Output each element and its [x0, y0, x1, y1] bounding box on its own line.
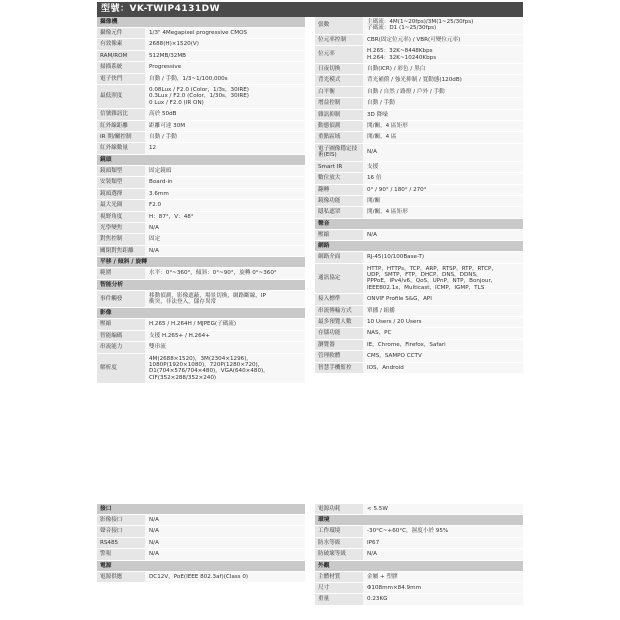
spec-value: [363, 144, 523, 161]
spec-row: [315, 207, 523, 218]
spec-label: 管理軟體: [315, 351, 363, 361]
spec-value: [145, 200, 305, 210]
spec-value-line: DC12V，PoE(IEEE 802.3af)(Class 0): [149, 573, 249, 580]
spec-value: [363, 35, 523, 45]
spec-value: [145, 189, 305, 199]
spec-label: 最低照度: [97, 85, 145, 108]
spec-label: 電子圖像穩定技術(EIS): [315, 144, 363, 161]
spec-value: [145, 39, 305, 49]
spec-value-line: 自動 / 手動: [367, 100, 395, 107]
spec-label: 有效像素: [97, 39, 145, 49]
spec-row: [315, 46, 523, 64]
spec-value-line: ONVIF Profile S&G，API: [367, 296, 432, 303]
spec-label: 存儲功能: [315, 328, 363, 338]
spec-label: 攝像元件: [97, 28, 145, 38]
spec-row: [97, 515, 305, 526]
spec-value: [145, 62, 305, 72]
spec-value: [145, 74, 305, 84]
spec-value-line: 0.23KG: [367, 596, 388, 603]
spec-label: 白平衡: [315, 87, 363, 97]
spec-value-line: 支援: [367, 163, 379, 170]
spec-label: 動態偵測: [315, 121, 363, 131]
spec-label: IR 開/關控制: [97, 132, 145, 142]
spec-label: 最多預覽人數: [315, 317, 363, 327]
spec-value-line: 開/關，4 區: [367, 134, 397, 141]
spec-row: [97, 189, 305, 200]
spec-label: 日夜切換: [315, 64, 363, 74]
spec-value: [363, 162, 523, 172]
spec-row: [315, 572, 523, 583]
spec-row: [315, 98, 523, 109]
spec-label: 信號雜訊比: [97, 109, 145, 119]
spec-value: [145, 177, 305, 187]
spec-value-line: D1(704×576/704×480)，VGA(640×480)，: [149, 368, 269, 375]
spec-row: [315, 317, 523, 328]
section-header: 電源: [97, 561, 305, 572]
spec-label: 光學變焦: [97, 223, 145, 233]
spec-label: 紅外線距離: [97, 121, 145, 131]
spec-row: [97, 177, 305, 188]
spec-value-line: 自動(ICR) / 彩色 / 黑白: [367, 66, 426, 73]
spec-row: [315, 162, 523, 173]
spec-value-line: H：87°，V：48°: [149, 213, 194, 220]
section-header: 智能分析: [97, 280, 305, 291]
spec-value: [145, 319, 305, 329]
spec-label: 警報: [97, 549, 145, 559]
spec-row: [315, 504, 523, 515]
spec-row: [315, 121, 523, 132]
spec-label: 電源供應: [97, 572, 145, 582]
spec-value-line: 1/3" 4Megapixel progressive CMOS: [149, 30, 248, 36]
section-header: 環境: [315, 515, 523, 526]
spec-row: [315, 583, 523, 594]
section-header: 攝像機: [97, 17, 305, 28]
spec-value-line: N/A: [367, 149, 377, 156]
spec-value: [145, 572, 305, 582]
spec-label: 電源功耗: [315, 504, 363, 514]
spec-value: [145, 51, 305, 61]
spec-value-line: 10 Users / 20 Users: [367, 318, 422, 325]
spec-value-line: 高於 50dB: [149, 111, 177, 118]
spec-value-line: 0.08Lux / F2.0 (Color，1/3s，30IRE): [149, 87, 249, 94]
spec-value-line: 移動偵測，影像遮蔽，場景切換，網路斷線，IP: [149, 292, 266, 299]
spec-value-line: 金屬 + 塑膠: [367, 573, 398, 580]
spec-value: [363, 46, 523, 63]
spec-row: [97, 200, 305, 211]
spec-value-line: 自動 / 手動，1/3~1/100,000s: [149, 75, 228, 82]
spec-label: 隱私遮罩: [315, 207, 363, 217]
spec-value: [145, 538, 305, 548]
spec-value-line: IE，Chrome，Firefox，Safari: [367, 341, 446, 348]
spec-value-line: Progressive: [149, 64, 182, 71]
spec-row: [97, 246, 305, 257]
section-header: 接口: [97, 504, 305, 515]
spec-label: 通訊協定: [315, 264, 363, 294]
spec-label: 翻轉: [315, 185, 363, 195]
spec-value-line: Φ108mm×84.9mm: [367, 585, 422, 592]
spec-row: [97, 572, 305, 583]
spec-label: 防破壞等級: [315, 549, 363, 559]
spec-value-line: N/A: [367, 551, 377, 558]
spec-label: 接入標準: [315, 294, 363, 304]
spec-row: [97, 291, 305, 309]
spec-value-line: 衝突，非法登入，儲存異常: [149, 298, 217, 305]
spec-value: [363, 351, 523, 361]
spec-label: 安裝類型: [97, 177, 145, 187]
spec-value-line: -30°C~+60°C，濕度小於 95%: [367, 528, 449, 535]
spec-value: [145, 166, 305, 176]
spec-label: 解析度: [97, 354, 145, 384]
spec-label: 串流能力: [97, 342, 145, 352]
spec-value: [363, 549, 523, 559]
spec-row: [315, 87, 523, 98]
spec-row: [97, 354, 305, 385]
spec-value: [145, 234, 305, 244]
spec-value: [363, 207, 523, 217]
spec-label: 主體材質: [315, 572, 363, 582]
spec-value-line: CMS，SAMPO CCTV: [367, 353, 422, 360]
spec-value: [363, 504, 523, 514]
spec-label: 雜訊抑制: [315, 110, 363, 120]
spec-label: 智能編碼: [97, 331, 145, 341]
spec-value-line: 固定: [149, 236, 161, 243]
spec-value: [145, 291, 305, 308]
spec-value-line: F2.0: [149, 202, 162, 209]
spec-row: [97, 74, 305, 85]
spec-value: [363, 340, 523, 350]
spec-label: 串流傳輸方式: [315, 306, 363, 316]
spec-row: [315, 252, 523, 263]
spec-value: [145, 85, 305, 108]
section-header: 聲音: [315, 219, 523, 230]
section-header: 影像: [97, 308, 305, 319]
spec-row: [315, 230, 523, 241]
spec-row: [315, 594, 523, 605]
spec-value: [145, 143, 305, 153]
section-header: 平移 / 傾斜 / 旋轉: [97, 257, 305, 268]
spec-value-line: 單播 / 組播: [367, 307, 395, 314]
spec-row: [97, 166, 305, 177]
spec-value-line: 固定鏡頭: [149, 167, 172, 174]
spec-label: RS485: [97, 538, 145, 548]
spec-value: [363, 87, 523, 97]
spec-label: 網路介面: [315, 252, 363, 262]
spec-row: [315, 294, 523, 305]
spec-row: [97, 331, 305, 342]
spec-value: [363, 317, 523, 327]
spec-row: [315, 328, 523, 339]
spec-value-line: 開/關，4 區矩形: [367, 209, 408, 216]
spec-label: 關閉對焦距離: [97, 246, 145, 256]
spec-label: 張數: [315, 17, 363, 34]
spec-value-line: 開/關，4 區矩形: [367, 123, 408, 130]
spec-value-line: N/A: [149, 247, 159, 254]
spec-row: [315, 75, 523, 86]
spec-value-line: CIF(352×288/352×240): [149, 374, 217, 381]
spec-value-line: 開/關: [367, 197, 381, 204]
spec-row: [315, 340, 523, 351]
spec-row: [315, 363, 523, 374]
spec-value-line: 0° / 90° / 180° / 270°: [367, 186, 427, 193]
spec-value: [363, 328, 523, 338]
spec-value: [363, 64, 523, 74]
spec-label: 瀏覽器: [315, 340, 363, 350]
spec-value: [363, 594, 523, 604]
spec-row: [97, 549, 305, 560]
spec-value-line: 水平：0°~360°，傾斜：0°~90°，旋轉 0°~360°: [149, 270, 277, 277]
spec-value: [363, 306, 523, 316]
spec-value: [145, 223, 305, 233]
spec-value: [145, 268, 305, 278]
spec-value-line: 雙串流: [149, 344, 166, 351]
spec-value-line: < 5.5W: [367, 506, 388, 512]
spec-label: 尺寸: [315, 583, 363, 593]
spec-row: [315, 306, 523, 317]
spec-value: [363, 185, 523, 195]
spec-label: 事件觸發: [97, 291, 145, 308]
spec-row: [97, 234, 305, 245]
spec-row: [97, 85, 305, 109]
spec-value: [145, 549, 305, 559]
spec-value: [363, 583, 523, 593]
section-header: 網路: [315, 241, 523, 252]
spec-label: 防水等級: [315, 538, 363, 548]
spec-value-line: 2688(H)×1520(V): [149, 41, 199, 48]
spec-label: 鏡像功能: [315, 196, 363, 206]
spec-row: [97, 39, 305, 50]
spec-label: 壓縮: [315, 230, 363, 240]
spec-value-line: 0 Lux / F2.0 (IR ON): [149, 99, 204, 106]
spec-value-line: UDP，SMTP，FTP，DHCP，DNS，DDNS，: [367, 271, 482, 278]
spec-value: [363, 538, 523, 548]
spec-row: [97, 143, 305, 154]
spec-label: 壓縮: [97, 319, 145, 329]
spec-table-camera: [97, 17, 305, 384]
spec-table-interface-power: [97, 504, 305, 583]
spec-label: 視野角度: [97, 212, 145, 222]
spec-label: 位元率控制: [315, 35, 363, 45]
spec-label: 智慧手機監控: [315, 363, 363, 373]
spec-value-line: 4M(2688×1520)，3M(2304×1296)，: [149, 355, 253, 362]
spec-value-line: 3.6mm: [149, 190, 169, 197]
spec-value-line: N/A: [367, 231, 377, 238]
spec-value: [363, 132, 523, 142]
spec-row: [97, 132, 305, 143]
spec-row: [97, 223, 305, 234]
spec-table-network: [315, 17, 523, 374]
spec-row: [97, 319, 305, 330]
spec-value-line: N/A: [149, 224, 159, 231]
spec-value-line: Board-in: [149, 179, 173, 186]
spec-row: [315, 110, 523, 121]
spec-value: [145, 515, 305, 525]
spec-table-environment: [315, 504, 523, 606]
spec-label: 紅外線數量: [97, 143, 145, 153]
spec-value-line: RJ-45(10/100Base-T): [367, 254, 425, 261]
spec-row: [97, 121, 305, 132]
spec-value: [363, 526, 523, 536]
spec-value-line: HTTP，HTTPs，TCP，ARP，RTSP，RTP，RTCP，: [367, 265, 497, 272]
spec-value: [363, 264, 523, 294]
spec-value-line: H.265：32K~8448Kbps: [367, 48, 433, 55]
spec-label: 範圍: [97, 268, 145, 278]
spec-value-line: H.265 / H.264H / MJPEG(子碼流): [149, 321, 237, 328]
spec-row: [97, 62, 305, 73]
spec-value-line: 16 倍: [367, 175, 382, 182]
spec-row: [315, 526, 523, 537]
spec-row: [315, 64, 523, 75]
spec-row: [97, 212, 305, 223]
spec-value: [145, 354, 305, 384]
spec-value-line: 自動 / 手動: [149, 134, 177, 141]
spec-label: 數位放大: [315, 173, 363, 183]
spec-value-line: 主碼流：4M(1~20fps)/3M(1~25/30fps): [367, 19, 474, 25]
spec-value: [363, 252, 523, 262]
spec-value: [363, 110, 523, 120]
spec-value-line: H.264：32K~10240Kbps: [367, 54, 437, 61]
spec-label: 最大光圈: [97, 200, 145, 210]
spec-row: [315, 132, 523, 143]
spec-row: [97, 268, 305, 279]
spec-value-line: 1080P(1920×1080)，720P(1280×720)，: [149, 361, 264, 368]
spec-value-line: IEEE802.1x，Multicast，ICMP，IGMP，TLS: [367, 284, 485, 291]
spec-value: [145, 331, 305, 341]
spec-row: [97, 342, 305, 353]
spec-label: 鏡頭選擇: [97, 189, 145, 199]
spec-value: [363, 363, 523, 373]
spec-value-line: N/A: [149, 539, 159, 546]
spec-value-line: IP67: [367, 539, 380, 546]
spec-value-line: 3D 降噪: [367, 111, 388, 118]
model-title: 型號：VK-TWIP4131DW: [97, 2, 523, 17]
spec-value-line: NAS，PC: [367, 330, 392, 337]
spec-value-line: PPPoE，IPv4/v6，QoS，UPnP，NTP，Bonjour，: [367, 278, 497, 285]
spec-row: [97, 28, 305, 39]
spec-value: [145, 526, 305, 536]
spec-label: 聲音接口: [97, 526, 145, 536]
spec-row: [315, 264, 523, 295]
spec-row: [315, 185, 523, 196]
spec-label: 電子快門: [97, 74, 145, 84]
spec-value-line: 512MB/32MB: [149, 52, 187, 59]
spec-row: [97, 51, 305, 62]
spec-label: 掃描系統: [97, 62, 145, 72]
spec-label: 影像接口: [97, 515, 145, 525]
spec-value-line: IOS，Android: [367, 364, 404, 371]
spec-row: [97, 526, 305, 537]
spec-label: RAM/ROM: [97, 51, 145, 61]
spec-row: [315, 549, 523, 560]
spec-label: 對焦控制: [97, 234, 145, 244]
spec-value-line: N/A: [149, 517, 159, 523]
spec-value: [145, 212, 305, 222]
section-header: 鏡頭: [97, 155, 305, 166]
spec-value: [145, 246, 305, 256]
spec-row: [315, 35, 523, 46]
spec-value: [363, 121, 523, 131]
spec-value-line: 子碼流：D1 (1~25/30fps): [367, 25, 437, 32]
spec-value: [363, 294, 523, 304]
spec-label: 增益控制: [315, 98, 363, 108]
spec-row: [315, 538, 523, 549]
spec-value: [145, 342, 305, 352]
spec-row: [97, 109, 305, 120]
spec-value: [145, 109, 305, 119]
spec-value: [363, 75, 523, 85]
spec-label: 鏡頭類型: [97, 166, 145, 176]
spec-label: 重點區域: [315, 132, 363, 142]
spec-value: [363, 230, 523, 240]
spec-value: [363, 17, 523, 34]
spec-value-line: 背光補償 / 強光抑制 / 寬動態(120dB): [367, 77, 462, 84]
spec-value: [145, 28, 305, 38]
spec-value: [363, 173, 523, 183]
spec-row: [315, 351, 523, 362]
spec-value-line: N/A: [149, 528, 159, 535]
spec-label: Smart IR: [315, 162, 363, 172]
spec-value-line: 支援 H.265+ / H.264+: [149, 332, 210, 339]
spec-row: [315, 196, 523, 207]
spec-row: [315, 173, 523, 184]
spec-value-line: 0.3Lux / F2.0 (Color，1/30s，30IRE): [149, 93, 249, 100]
spec-label: 工作環境: [315, 526, 363, 536]
spec-value-line: CBR(固定位元率) / VBR(可變位元率): [367, 36, 461, 43]
spec-value: [363, 572, 523, 582]
spec-value-line: 自動 / 自然 / 路燈 / 戶外 / 手動: [367, 88, 445, 95]
spec-value: [363, 196, 523, 206]
spec-value: [145, 121, 305, 131]
section-header: 外觀: [315, 561, 523, 572]
spec-row: [315, 144, 523, 162]
spec-row: [97, 538, 305, 549]
spec-value-line: 距離可達 30M: [149, 122, 186, 129]
spec-value-line: 12: [149, 145, 157, 152]
spec-value: [145, 132, 305, 142]
spec-label: 背光模式: [315, 75, 363, 85]
spec-label: 位元率: [315, 46, 363, 63]
spec-row: [315, 17, 523, 35]
spec-label: 重量: [315, 594, 363, 604]
spec-value-line: N/A: [149, 551, 159, 558]
spec-value: [363, 98, 523, 108]
